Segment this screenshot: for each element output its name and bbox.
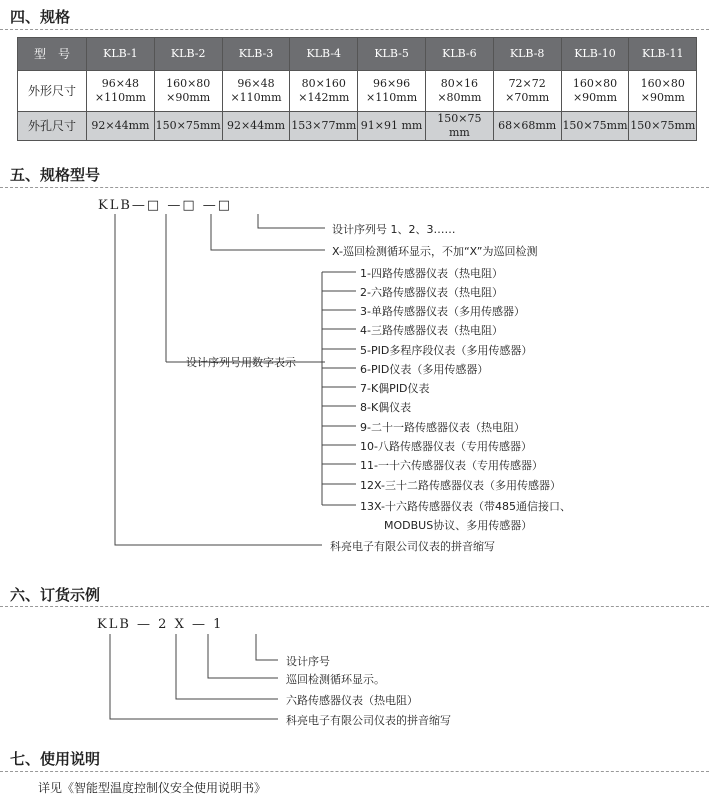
row-label: 外形尺寸 (18, 71, 87, 112)
model-cell: KLB-6 (425, 38, 493, 71)
divider (0, 606, 709, 607)
series-item: 4-三路传感器仪表（热电阻） (360, 324, 503, 337)
size-cell: 80×160 ×142mm (290, 71, 358, 112)
size-cell: 160×80 ×90mm (561, 71, 629, 112)
series-item: 8-K偶仪表 (360, 401, 412, 414)
size-cell: 96×96 ×110mm (358, 71, 426, 112)
series-item: 1-四路传感器仪表（热电阻） (360, 267, 503, 280)
series-item: 11-一十六传感器仪表（专用传感器） (360, 459, 543, 472)
model-code-pattern: KLB—□ —□ —□ (98, 198, 233, 213)
section-4-title: 四、规格 (10, 8, 71, 26)
size-cell: 96×48 ×110mm (222, 71, 290, 112)
series-item: 3-单路传感器仪表（多用传感器） (360, 305, 525, 318)
order-example-code: KLB — 2 X — 1 (97, 617, 224, 632)
size-cell: 160×80 ×90mm (154, 71, 222, 112)
size-cell: 96×48 ×110mm (87, 71, 155, 112)
series-item: 13X-十六路传感器仪表（带485通信接口、 (360, 500, 571, 513)
order-item: 巡回检测循环显示。 (286, 673, 385, 686)
series-item: 10-八路传感器仪表（专用传感器） (360, 440, 532, 453)
hole-cell: 150×75mm (629, 112, 697, 141)
hole-cell: 150×75 mm (425, 112, 493, 141)
size-cell: 80×16 ×80mm (425, 71, 493, 112)
model-cell: KLB-8 (493, 38, 561, 71)
series-item-continued: MODBUS协议、多用传感器） (384, 519, 533, 532)
row-label: 外孔尺寸 (18, 112, 87, 141)
model-cell: KLB-3 (222, 38, 290, 71)
series-item: 9-二十一路传感器仪表（热电阻） (360, 421, 525, 434)
order-item: 六路传感器仪表（热电阻） (286, 694, 418, 707)
series-item: 12X-三十二路传感器仪表（多用传感器） (360, 479, 561, 492)
section-7-title: 七、使用说明 (10, 750, 101, 768)
section-5-title: 五、规格型号 (10, 166, 101, 184)
series-item: 6-PID仪表（多用传感器） (360, 363, 489, 376)
model-cell: KLB-5 (358, 38, 426, 71)
size-cell: 72×72 ×70mm (493, 71, 561, 112)
serial-label: 设计序列号 1、2、3…… (332, 223, 456, 236)
series-item: 2-六路传感器仪表（热电阻） (360, 286, 503, 299)
cycle-label: X-巡回检测循环显示，不加“X”为巡回检测 (332, 245, 538, 258)
divider (0, 771, 709, 772)
usage-note: 详见《智能型温度控制仪安全使用说明书》 (38, 781, 267, 795)
hole-cell: 92×44mm (87, 112, 155, 141)
model-cell: KLB-2 (154, 38, 222, 71)
model-cell: KLB-11 (629, 38, 697, 71)
hole-cell: 68×68mm (493, 112, 561, 141)
brand-label: 科亮电子有限公司仪表的拼音缩写 (330, 540, 495, 553)
header-label: 型 号 (18, 38, 87, 71)
series-item: 7-K偶PID仪表 (360, 382, 430, 395)
size-cell: 160×80 ×90mm (629, 71, 697, 112)
series-label: 设计序列号用数字表示 (186, 356, 296, 369)
series-item: 5-PID多程序段仪表（多用传感器） (360, 344, 533, 357)
model-cell: KLB-4 (290, 38, 358, 71)
hole-cell: 92×44mm (222, 112, 290, 141)
order-item: 设计序号 (286, 655, 330, 668)
section-6-title: 六、订货示例 (10, 586, 101, 604)
hole-cell: 150×75mm (561, 112, 629, 141)
model-cell: KLB-10 (561, 38, 629, 71)
hole-cell: 91×91 mm (358, 112, 426, 141)
order-item: 科亮电子有限公司仪表的拼音缩写 (286, 714, 451, 727)
hole-cell: 153×77mm (290, 112, 358, 141)
model-cell: KLB-1 (87, 38, 155, 71)
hole-cell: 150×75mm (154, 112, 222, 141)
